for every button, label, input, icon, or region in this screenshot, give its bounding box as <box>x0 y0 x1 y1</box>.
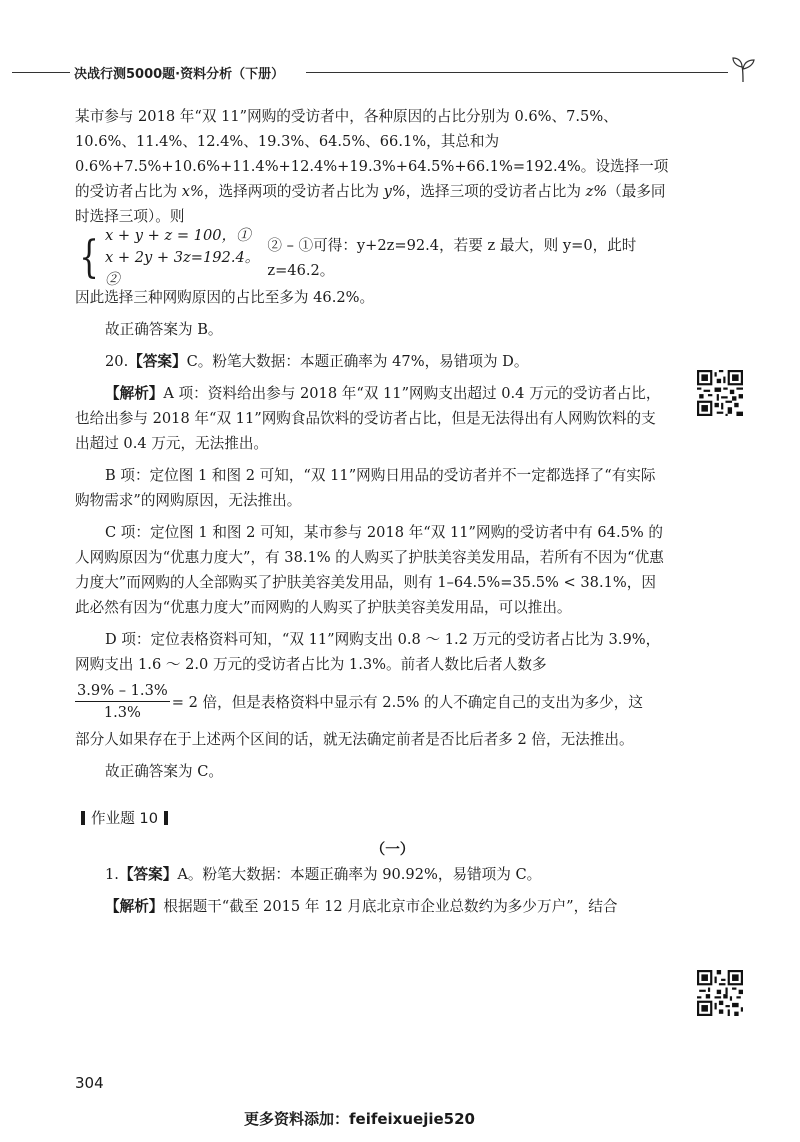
fraction <box>75 681 170 724</box>
analysis-tag: 【解析】 <box>105 898 164 915</box>
running-header <box>0 62 800 84</box>
analysis-c: C 项：定位图 1 和图 2 可知，某市参与 2018 年“双 11”网购的受访者中有 64.5% 的人网购原因为“优惠力度大”，有 38.1% 的人购买了护肤美容美发用品，若所有不因为“优惠力度大”而网购的人全部购买了护肤美容美发用品，则有 1–64.5%=35.5% < 38.1%，因此必然有因为“优惠力度大”而网购的人购买了护肤美容美发用品，可以推出。 <box>75 524 664 616</box>
var-z: z% <box>585 183 608 200</box>
sprout-icon <box>728 54 758 84</box>
text-span: ，选择两项的受访者占比为 <box>203 183 384 200</box>
answer-text: C。粉笔大数据：本题正确率为 47%，易错项为 D。 <box>186 353 529 370</box>
fraction-tail: = 2 倍，但是表格资料中显示有 2.5% 的人不确定自己的支出为多少，这 <box>171 693 643 711</box>
part-heading: （一） <box>370 841 415 858</box>
question-1-answer <box>75 862 670 887</box>
brace-symbol: { <box>79 232 99 283</box>
answer-tag: 【答案】 <box>128 353 187 370</box>
equation-system <box>75 227 670 288</box>
spacer <box>75 310 670 317</box>
section-title: 作业题 10 <box>91 810 158 827</box>
header-rule-left <box>12 72 70 73</box>
text-span: ，选择三项的受访者占比为 <box>405 183 586 200</box>
question-number: 1. <box>105 866 119 883</box>
section-bar <box>81 811 85 825</box>
page-body <box>75 104 670 919</box>
footer-note: 更多资料添加：feifeixuejie520 <box>244 1110 475 1128</box>
equations <box>105 225 259 291</box>
answer-text: A。粉笔大数据：本题正确率为 90.92%，易错项为 C。 <box>177 866 542 883</box>
question-20-answer <box>75 349 670 374</box>
question-1-analysis <box>75 894 670 919</box>
qr-code-icon[interactable] <box>697 970 743 1016</box>
equation-2: x + 2y + 3z=192.4。② <box>105 249 260 288</box>
var-x: x% <box>181 183 204 200</box>
answer-b: 故正确答案为 B。 <box>105 321 223 338</box>
equation-1: x + y + z = 100，① <box>105 227 251 244</box>
paragraph-total <box>75 104 670 229</box>
spacer <box>75 620 670 627</box>
text-span: 某市参与 2018 年“双 11”网购的受访者中，各种原因的占比分别为 0.6%、7.5%、10.6%、11.4%、12.4%、19.3%、64.5%、66.1%，其总和为 0.6%+7.5%+10.6%+11.4%+12.4%+19.3%+64.5%+66.1%=192.4%。设选择一项的受访者占比为 <box>75 108 669 200</box>
spacer <box>75 752 670 759</box>
qr-code-icon[interactable] <box>697 370 743 416</box>
page-number: 304 <box>75 1074 104 1092</box>
fraction-denominator: 1.3% <box>103 703 141 721</box>
section-heading <box>75 806 670 831</box>
header-rule-right <box>306 72 728 73</box>
spacer <box>75 456 670 463</box>
spacer <box>75 513 670 520</box>
section-bar <box>164 811 168 825</box>
spacer <box>75 342 670 349</box>
analysis-tag: 【解析】 <box>105 385 164 402</box>
paragraph-conclusion: 因此选择三种网购原因的占比至多为 46.2%。 <box>75 289 375 306</box>
answer-tag: 【答案】 <box>118 866 178 883</box>
spacer <box>75 374 670 381</box>
analysis-d: D 项：定位表格资料可知，“双 11”网购支出 0.8 ～ 1.2 万元的受访者占比为 3.9%，网购支出 1.6 ～ 2.0 万元的受访者占比为 1.3%。前者人数比后者人数多 <box>75 631 661 673</box>
analysis-text: 根据题干“截至 2015 年 12 月底北京市企业总数约为多少万户”，结合 <box>163 898 618 915</box>
analysis-text: A 项：资料给出参与 2018 年“双 11”网购支出超过 0.4 万元的受访者占比，也给出参与 2018 年“双 11”网购食品饮料的受访者占比，但是无法得出有人网购饮料的支出超过 0.4 万元，无法推出。 <box>75 385 661 452</box>
fraction-line <box>75 677 670 727</box>
fraction-numerator: 3.9% – 1.3% <box>75 681 170 702</box>
answer-c: 故正确答案为 C。 <box>105 763 223 780</box>
text-span: （最多同时选择三项）。则 <box>75 183 666 225</box>
analysis-a <box>75 381 670 456</box>
var-y: y% <box>383 183 406 200</box>
header-title: 决战行测5000题·资料分析（下册） <box>74 67 285 82</box>
analysis-b: B 项：定位图 1 和图 2 可知，“双 11”网购日用品的受访者并不一定都选择了“有实际购物需求”的网购原因，无法推出。 <box>75 467 656 509</box>
question-number: 20. <box>105 353 129 370</box>
equation-result: ② – ①可得：y+2z=92.4，若要 z 最大，则 y=0，此时 z=46.2。 <box>267 237 637 279</box>
analysis-d-end: 部分人如果存在于上述两个区间的话，就无法确定前者是否比后者多 2 倍，无法推出。 <box>75 731 634 748</box>
spacer <box>75 887 670 894</box>
